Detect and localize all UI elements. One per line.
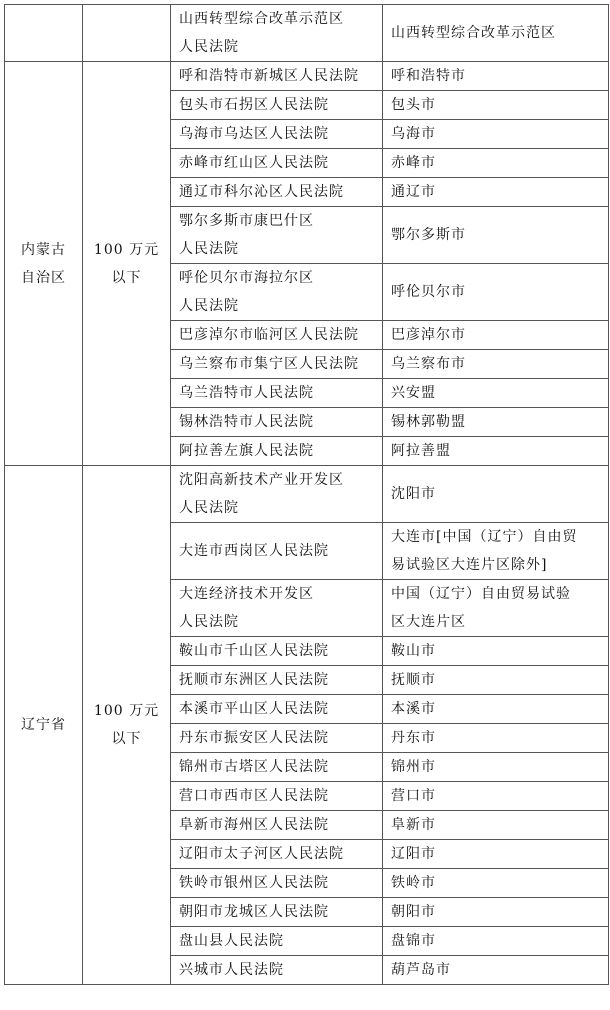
court-name: 乌兰察布市集宁区人民法院 [179,356,359,372]
amount-limit: 以下 [111,269,142,286]
court-name: 赤峰市红山区人民法院 [179,155,329,171]
area-cell [383,178,609,207]
court-cell [171,753,383,782]
area-name: 锦州市 [391,759,436,775]
court-cell [171,408,383,437]
court-name: 巴彦淖尔市临河区人民法院 [179,327,359,343]
court-name: 鞍山市千山区人民法院 [179,643,329,659]
court-name: 乌兰浩特市人民法院 [179,385,314,401]
court-cell [171,321,383,350]
area-name: 乌海市 [391,126,436,142]
court-line: 山西转型综合改革示范区 [179,11,344,27]
area-cell [383,753,609,782]
area-cell [383,724,609,753]
province-name: 内蒙古 [21,241,66,258]
area-cell [383,62,609,91]
area-cell [383,695,609,724]
table-body [5,5,609,985]
province-name: 自治区 [21,269,66,286]
court-name: 人民法院 [179,241,239,257]
area-name: 呼伦贝尔市 [391,284,466,300]
area-cell [383,666,609,695]
area-name: 通辽市 [391,184,436,200]
court-name: 辽阳市太子河区人民法院 [179,846,344,862]
court-name: 乌海市乌达区人民法院 [179,126,329,142]
area-cell [383,120,609,149]
court-cell [171,695,383,724]
area-name: 鄂尔多斯市 [391,227,466,243]
area-name: 丹东市 [391,730,436,746]
area-name: 葫芦岛市 [391,962,451,978]
area-cell [383,869,609,898]
area-name: 鞍山市 [391,643,436,659]
province-cell [5,466,83,985]
province-cell [5,62,83,466]
area-name: 抚顺市 [391,672,436,688]
area-name: 兴安盟 [391,385,436,401]
court-cell [171,840,383,869]
court-cell [171,62,383,91]
court-name: 营口市西市区人民法院 [179,788,329,804]
area-cell: 山西转型综合改革示范区 [383,5,609,62]
area-name: 营口市 [391,788,436,804]
court-cell [171,666,383,695]
area-name: 大连市[中国（辽宁）自由贸 [391,529,578,545]
area-cell [383,523,609,580]
court-name: 大连经济技术开发区 [179,586,314,602]
court-cell [171,207,383,264]
area-cell [383,811,609,840]
area-name: 阜新市 [391,817,436,833]
court-name: 本溪市平山区人民法院 [179,701,329,717]
amount-limit: 以下 [111,731,142,747]
court-name: 呼和浩特市新城区人民法院 [179,68,359,84]
area-cell [383,956,609,985]
court-name: 沈阳高新技术产业开发区 [179,472,344,488]
court-name: 兴城市人民法院 [179,962,284,978]
area-cell [383,580,609,637]
court-name: 人民法院 [179,298,239,314]
court-name: 抚顺市东洲区人民法院 [179,672,329,688]
court-cell [171,869,383,898]
court-cell [171,782,383,811]
area-name: 盘锦市 [391,933,436,949]
area-name: 本溪市 [391,701,436,717]
area-cell [383,782,609,811]
amount-cell [83,466,171,985]
table-row [5,62,609,91]
court-name: 呼伦贝尔市海拉尔区 [179,270,314,286]
court-name: 大连市西岗区人民法院 [179,543,329,559]
court-cell [171,811,383,840]
amount-limit: 100 万元 [93,241,160,258]
court-cell [171,91,383,120]
amount-cell [83,62,171,466]
area-cell [383,840,609,869]
area-cell [383,408,609,437]
area-cell [383,437,609,466]
court-cell [171,437,383,466]
area-cell [383,350,609,379]
court-cell [171,5,383,62]
area-cell [383,207,609,264]
court-line: 人民法院 [179,39,239,55]
area-name: 锡林郭勒盟 [391,414,466,430]
court-name: 丹东市振安区人民法院 [179,730,329,746]
province-cell [5,5,83,62]
area-name: 易试验区大连片区除外] [391,557,548,573]
area-name: 朝阳市 [391,904,436,920]
court-cell [171,178,383,207]
court-name: 通辽市科尔沁区人民法院 [179,184,344,200]
province-name: 辽宁省 [21,717,66,733]
court-cell [171,120,383,149]
table-row [5,5,609,62]
court-cell [171,927,383,956]
court-name: 锦州市古塔区人民法院 [179,759,329,775]
area-name: 巴彦淖尔市 [391,327,466,343]
court-name: 包头市石拐区人民法院 [179,97,329,113]
court-name: 人民法院 [179,500,239,516]
area-cell [383,927,609,956]
area-cell [383,321,609,350]
jurisdiction-table [4,4,609,985]
court-cell [171,523,383,580]
area-name: 沈阳市 [391,486,436,502]
court-cell [171,264,383,321]
area-name: 呼和浩特市 [391,68,466,84]
court-cell [171,379,383,408]
court-name: 盘山县人民法院 [179,933,284,949]
area-cell [383,466,609,523]
court-name: 朝阳市龙城区人民法院 [179,904,329,920]
court-cell [171,724,383,753]
court-cell [171,350,383,379]
court-name: 阜新市海州区人民法院 [179,817,329,833]
court-cell [171,466,383,523]
area-name: 区大连片区 [391,614,466,630]
court-name: 铁岭市银州区人民法院 [179,875,329,891]
area-cell [383,264,609,321]
court-cell [171,149,383,178]
area-cell [383,379,609,408]
area-name: 乌兰察布市 [391,356,466,372]
area-cell [383,898,609,927]
area-name: 阿拉善盟 [391,443,451,459]
court-name: 锡林浩特市人民法院 [179,414,314,430]
court-cell [171,637,383,666]
area-name: 铁岭市 [391,875,436,891]
court-name: 鄂尔多斯市康巴什区 [179,213,314,229]
court-name: 阿拉善左旗人民法院 [179,443,314,459]
amount-limit: 100 万元 [93,703,160,719]
area-name: 辽阳市 [391,846,436,862]
court-cell [171,956,383,985]
court-name: 人民法院 [179,614,239,630]
table-row [5,466,609,523]
amount-cell [83,5,171,62]
area-cell [383,637,609,666]
area-cell [383,91,609,120]
court-cell [171,580,383,637]
court-cell [171,898,383,927]
area-name: 包头市 [391,97,436,113]
area-name: 赤峰市 [391,155,436,171]
area-name: 中国（辽宁）自由贸易试验 [391,586,571,602]
area-cell [383,149,609,178]
